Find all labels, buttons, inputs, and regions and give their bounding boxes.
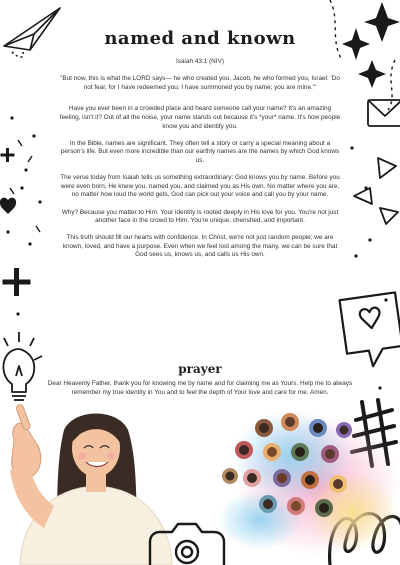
heart-chat-bubble-icon — [340, 292, 400, 369]
triangle-icon — [354, 158, 398, 224]
woman-illustration — [10, 404, 172, 565]
paragraph-4: Why? Because you matter to Him. Your identity is rooted deeply in His love for you. You're not just another face in the crowd to Him. You're unique, cherished, and important. — [61, 208, 339, 225]
paragraph-5: This truth should fill our hearts with confidence. In Christ, we're not just random people; we are known, loved, and have a purpose. Even when we feel lost among the many, we can be sure that God sees us, knows us, and calls us His own. — [62, 234, 338, 259]
prayer-text: Dear Heavenly Father, thank you for knowing me by name and for claiming me as Yours. Help me to always remember my true identity in You and to feel the depth of Your love and care for me. Amen. — [47, 380, 353, 396]
devotional-body — [58, 58, 342, 269]
plus-icon — [1, 148, 31, 296]
envelope-icon — [368, 100, 400, 126]
prayer-heading: prayer — [178, 362, 222, 376]
camera-icon — [150, 524, 224, 565]
loop-doodle — [330, 514, 400, 565]
paragraph-1: Have you ever been in a crowded place and heard someone call your name? It's an amazing feeling, isn't it? Out of all the noise, your name stands out because it's *your* name. It's how people know you and identify you. — [59, 105, 341, 130]
verse-reference: Isaiah 43:1 (NIV) — [176, 58, 224, 65]
page-title: named and known — [104, 28, 296, 49]
heart-icon — [0, 198, 16, 214]
paragraph-3: The verse today from Isaiah tells us something extraordinary: God knows you by name. Before you were even born, He knew you, named you, and claimed you as His own. No matter where you are, no matter how loud the world gets, God can pick out your voice and call you by your name. — [60, 174, 340, 199]
crowd-illustration — [222, 413, 352, 517]
verse-text: "But now, this is what the LORD says— he who created you, Jacob, he who formed you, Israel: 'Do not fear, for I have redeemed you; I have summoned you by name; you are mine.'" — [60, 75, 340, 91]
paragraph-2: In the Bible, names are significant. They often tell a story or carry a special meaning about a person's life. But even more incredible than our earthly names are the names by which God knows us. — [60, 139, 340, 164]
hashtag-doodle — [352, 400, 396, 466]
tick-marks-decoration — [10, 140, 40, 232]
